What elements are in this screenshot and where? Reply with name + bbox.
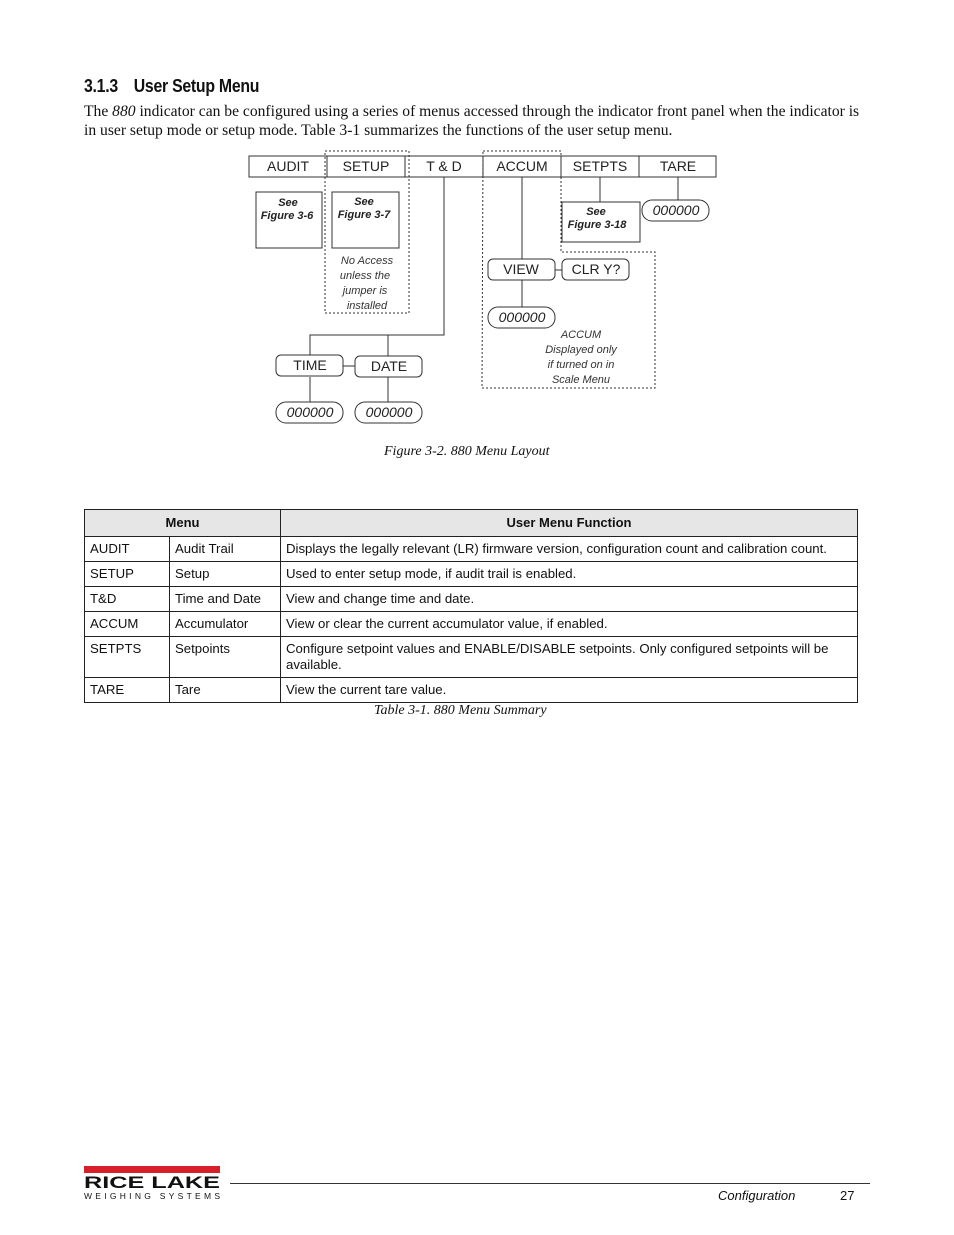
logo-main-text: RICE LAKE <box>84 1173 220 1192</box>
menu-accum: ACCUM <box>496 158 548 174</box>
section-title: User Setup Menu <box>133 76 260 96</box>
row-name: Accumulator <box>170 612 281 637</box>
date-label: DATE <box>370 358 408 374</box>
time-value-text: 000000 <box>286 404 334 420</box>
row-code: SETPTS <box>85 637 170 678</box>
svg-text:No Access: No Access <box>340 255 394 267</box>
logo-bar <box>84 1166 220 1173</box>
table-row <box>85 537 858 562</box>
svg-text:Displayed only: Displayed only <box>545 344 617 356</box>
svg-text:if turned on in: if turned on in <box>547 359 615 371</box>
row-name: Tare <box>170 678 281 703</box>
clr-label: CLR Y? <box>571 261 621 277</box>
row-function: Displays the legally relevant (LR) firmware version, configuration count and calibration count. <box>281 537 858 562</box>
accum-note <box>545 329 618 386</box>
setpts-fig-ref: Figure 3-18 <box>567 219 627 231</box>
menu-layout-diagram <box>0 0 954 440</box>
row-function: Configure setpoint values and ENABLE/DISABLE setpoints. Only configured setpoints will be available. <box>281 637 858 678</box>
intro-model: 880 <box>112 103 136 120</box>
row-code: T&D <box>85 587 170 612</box>
table-header-row <box>85 510 858 537</box>
svg-text:Scale Menu: Scale Menu <box>551 374 611 386</box>
setpts-see-text: See <box>586 206 606 218</box>
menu-summary-table <box>84 509 858 703</box>
table-row <box>85 678 858 703</box>
menu-setpts: SETPTS <box>572 158 628 174</box>
setup-note <box>340 255 394 312</box>
header-function: User Menu Function <box>281 510 858 537</box>
svg-text:unless the: unless the <box>339 270 391 282</box>
table-row <box>85 637 858 678</box>
svg-text:jumper is: jumper is <box>342 285 388 297</box>
menu-td: T & D <box>426 158 462 174</box>
row-function: View the current tare value. <box>281 678 858 703</box>
rice-lake-logo <box>84 1166 224 1202</box>
row-function: View and change time and date. <box>281 587 858 612</box>
svg-text:installed: installed <box>346 300 388 312</box>
figure-caption: Figure 3-2. 880 Menu Layout <box>384 444 550 459</box>
row-code: ACCUM <box>85 612 170 637</box>
intro-text-end: indicator can be configured using a series of menus accessed through the indicator front panel when the indicator is in user setup mode or setup mode. Table 3-1 summarizes the functions of the user setup menu. <box>84 103 860 139</box>
row-function: Used to enter setup mode, if audit trail is enabled. <box>281 562 858 587</box>
row-name: Setup <box>170 562 281 587</box>
row-name: Time and Date <box>170 587 281 612</box>
row-code: AUDIT <box>85 537 170 562</box>
date-value-text: 000000 <box>365 404 413 420</box>
menu-audit: AUDIT <box>267 158 309 174</box>
setup-fig-ref: Figure 3-7 <box>337 209 391 221</box>
tare-value-text: 000000 <box>652 202 700 218</box>
table-row <box>85 612 858 637</box>
menu-setup: SETUP <box>342 158 390 174</box>
accum-value-text: 000000 <box>498 309 546 325</box>
row-code: TARE <box>85 678 170 703</box>
row-code: SETUP <box>85 562 170 587</box>
audit-fig-ref: Figure 3-6 <box>260 210 314 222</box>
row-function: View or clear the current accumulator value, if enabled. <box>281 612 858 637</box>
table-row <box>85 562 858 587</box>
intro-text-start: The <box>84 103 113 120</box>
row-name: Audit Trail <box>170 537 281 562</box>
page-number: 27 <box>840 1188 855 1203</box>
footer-section: Configuration <box>718 1188 796 1203</box>
footer-rule <box>230 1183 870 1184</box>
audit-see-text: See <box>278 197 298 209</box>
logo-sub-text: WEIGHING SYSTEMS <box>84 1191 220 1201</box>
time-label: TIME <box>293 357 327 373</box>
menu-tare: TARE <box>659 158 697 174</box>
header-menu: Menu <box>85 510 281 537</box>
table-caption: Table 3-1. 880 Menu Summary <box>374 703 547 718</box>
section-number: 3.1.3 <box>84 76 118 96</box>
table-row <box>85 587 858 612</box>
setup-see-text: See <box>354 196 374 208</box>
view-label: VIEW <box>503 261 539 277</box>
row-name: Setpoints <box>170 637 281 678</box>
svg-text:ACCUM: ACCUM <box>560 329 602 341</box>
